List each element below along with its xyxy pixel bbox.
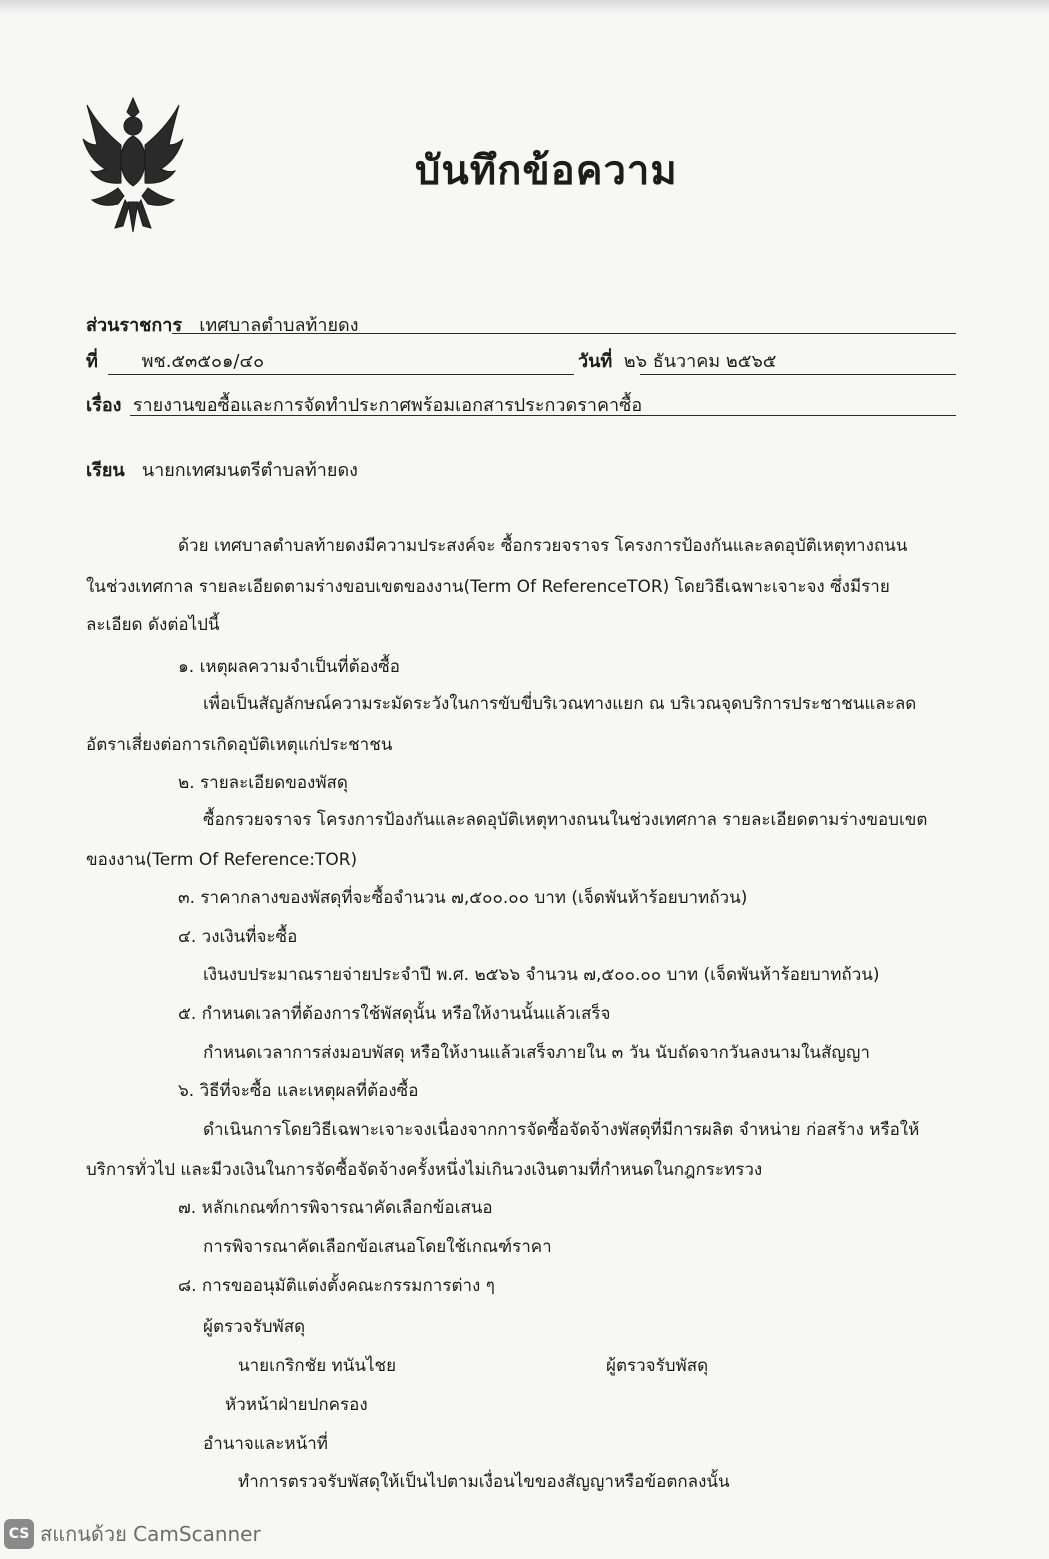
section-4-line-1: เงินงบประมาณรายจ่ายประจำปี พ.ศ. ๒๕๖๖ จำนวน ๗,๕๐๐.๐๐ บาท (เจ็ดพันห้าร้อยบาทถ้วน) <box>203 965 880 985</box>
date-underline <box>640 374 956 375</box>
to-value: นายกเทศมนตรีตำบลท้ายดง <box>141 460 358 481</box>
date-value: ๒๖ ธันวาคม ๒๕๖๕ <box>623 351 777 372</box>
intro-line-3: ละเอียด ดังต่อไปนี้ <box>86 615 220 635</box>
agency-underline <box>172 333 956 334</box>
date-row <box>578 346 776 375</box>
scan-edge-shadow <box>0 0 1049 14</box>
ref-row <box>86 346 264 375</box>
section-2-heading: ๒. รายละเอียดของพัสดุ <box>178 773 348 793</box>
committee-member-position: หัวหน้าฝ่ายปกครอง <box>225 1395 368 1415</box>
section-6-line-1: ดำเนินการโดยวิธีเฉพาะเจาะจงเนื่องจากการจัดซื้อจัดจ้างพัสดุที่มีการผลิต จำหน่าย ก่อสร้าง หรือให้ <box>203 1120 920 1140</box>
duty-heading: อำนาจและหน้าที่ <box>203 1434 328 1454</box>
to-row <box>86 455 358 484</box>
section-7-heading: ๗. หลักเกณฑ์การพิจารณาคัดเลือกข้อเสนอ <box>178 1198 493 1218</box>
ref-label: ที่ <box>86 351 98 372</box>
section-2-line-1: ซื้อกรวยจราจร โครงการป้องกันและลดอุบัติเหตุทางถนนในช่วงเทศกาล รายละเอียดตามร่างขอบเขต <box>203 810 928 830</box>
section-5-heading: ๕. กำหนดเวลาที่ต้องการใช้พัสดุนั้น หรือให้งานนั้นแล้วเสร็จ <box>178 1004 611 1024</box>
section-4-heading: ๔. วงเงินที่จะซื้อ <box>178 927 298 947</box>
section-6-line-2: บริการทั่วไป และมีวงเงินในการจัดซื้อจัดจ้างครั้งหนึ่งไม่เกินวงเงินตามที่กำหนดในกฎกระทรวง <box>86 1160 763 1180</box>
ref-value: พช.๕๓๕๐๑/๔๐ <box>141 351 265 372</box>
section-1-heading: ๑. เหตุผลความจำเป็นที่ต้องซื้อ <box>178 657 400 677</box>
date-label: วันที่ <box>578 351 613 372</box>
section-3-heading: ๓. ราคากลางของพัสดุที่จะซื้อจำนวน ๗,๕๐๐.๐๐ บาท (เจ็ดพันห้าร้อยบาทถ้วน) <box>178 888 748 908</box>
to-label: เรียน <box>86 460 125 481</box>
section-1-line-1: เพื่อเป็นสัญลักษณ์ความระมัดระวังในการขับขี่บริเวณทางแยก ณ บริเวณจุดบริการประชาชนและลด <box>203 694 917 714</box>
committee-member-name: นายเกริกชัย ทนันไชย <box>238 1356 397 1376</box>
section-6-heading: ๖. วิธีที่จะซื้อ และเหตุผลที่ต้องซื้อ <box>178 1081 419 1101</box>
duty-text: ทำการตรวจรับพัสดุให้เป็นไปตามเงื่อนไขของสัญญาหรือข้อตกลงนั้น <box>238 1472 730 1492</box>
agency-value: เทศบาลตำบลท้ายดง <box>199 315 359 336</box>
subject-label: เรื่อง <box>86 395 122 416</box>
section-5-line-1: กำหนดเวลาการส่งมอบพัสดุ หรือให้งานแล้วเสร็จภายใน ๓ วัน นับถัดจากวันลงนามในสัญญา <box>203 1043 870 1063</box>
section-8-heading: ๘. การขออนุมัติแต่งตั้งคณะกรรมการต่าง ๆ <box>178 1276 495 1296</box>
intro-line-2: ในช่วงเทศกาล รายละเอียดตามร่างขอบเขตของงาน(Term Of ReferenceTOR) โดยวิธีเฉพาะเจาะจง ซึ่งมีราย <box>86 577 890 597</box>
section-8-subheading: ผู้ตรวจรับพัสดุ <box>203 1317 306 1337</box>
committee-member-role: ผู้ตรวจรับพัสดุ <box>606 1356 709 1376</box>
intro-line-1: ด้วย เทศบาลตำบลท้ายดงมีความประสงค์จะ ซื้อกรวยจราจร โครงการป้องกันและลดอุบัติเหตุทางถนน <box>178 536 908 556</box>
agency-row <box>86 310 359 339</box>
agency-label: ส่วนราชการ <box>86 315 183 336</box>
ref-underline <box>108 374 574 375</box>
section-7-line-1: การพิจารณาคัดเลือกข้อเสนอโดยใช้เกณฑ์ราคา <box>203 1237 552 1257</box>
section-2-line-2: ของงาน(Term Of Reference:TOR) <box>86 850 358 870</box>
camscanner-watermark <box>4 1518 261 1550</box>
subject-value: รายงานขอซื้อและการจัดทำประกาศพร้อมเอกสารประกวดราคาซื้อ <box>132 395 643 416</box>
subject-underline <box>130 415 956 416</box>
garuda-emblem <box>78 90 188 240</box>
section-1-line-2: อัตราเสี่ยงต่อการเกิดอุบัติเหตุแก่ประชาชน <box>86 735 393 755</box>
camscanner-text: สแกนด้วย CamScanner <box>40 1522 261 1546</box>
memo-title: บันทึกข้อความ <box>415 148 678 194</box>
camscanner-logo: CS <box>4 1519 34 1549</box>
